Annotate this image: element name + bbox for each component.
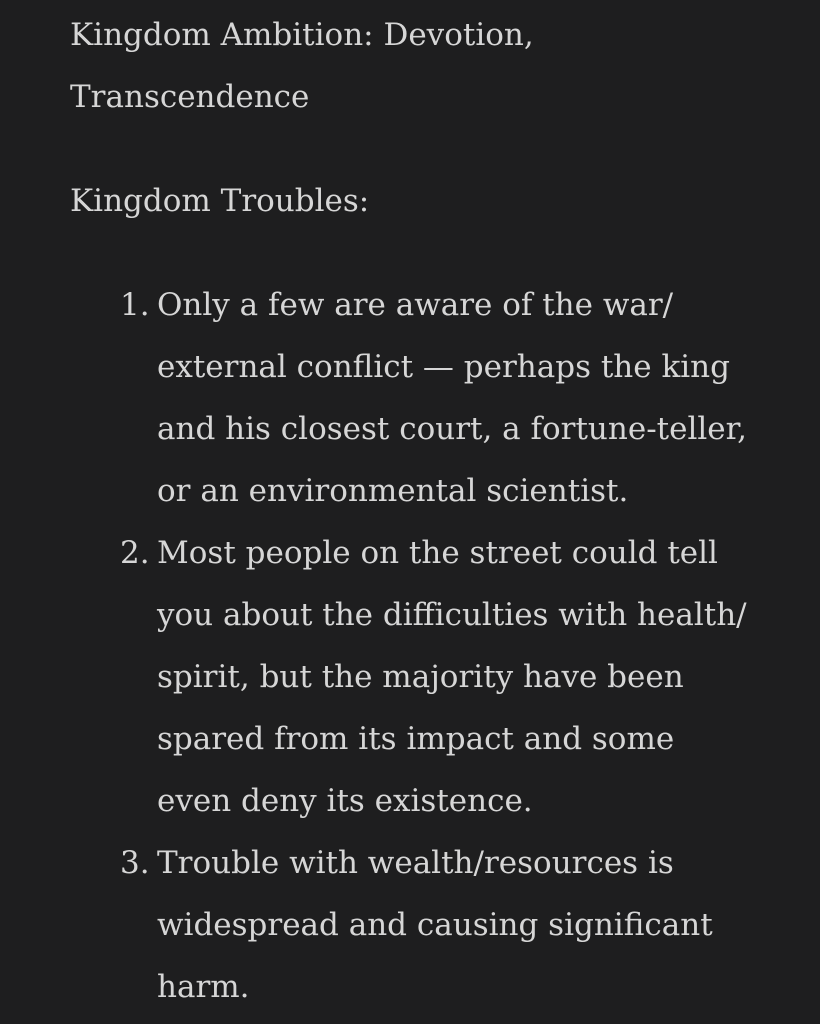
kingdom-ambition: Kingdom Ambition: Devotion, Transcendence (70, 17, 534, 115)
list-item-number: 1. (120, 287, 150, 323)
list-item-number: 3. (120, 845, 150, 881)
list-item (70, 522, 757, 832)
list-item (70, 274, 757, 522)
kingdom-troubles-list (70, 274, 790, 1018)
list-item-text: Most people on the street could tell you about the difficulties with health/ spirit, but the majority have been spared from its impact and some even deny its existence. (157, 535, 747, 819)
list-item-number: 2. (120, 535, 150, 571)
kingdom-troubles-heading: Kingdom Troubles: (70, 183, 370, 219)
list-item (70, 832, 757, 1018)
list-item-text: Trouble with wealth/resources is widespread and causing significant harm. (157, 845, 713, 1005)
list-item-text: Only a few are aware of the war/ external conflict — perhaps the king and his closest court, a fortune-teller, or an environmental scientist. (157, 287, 747, 509)
